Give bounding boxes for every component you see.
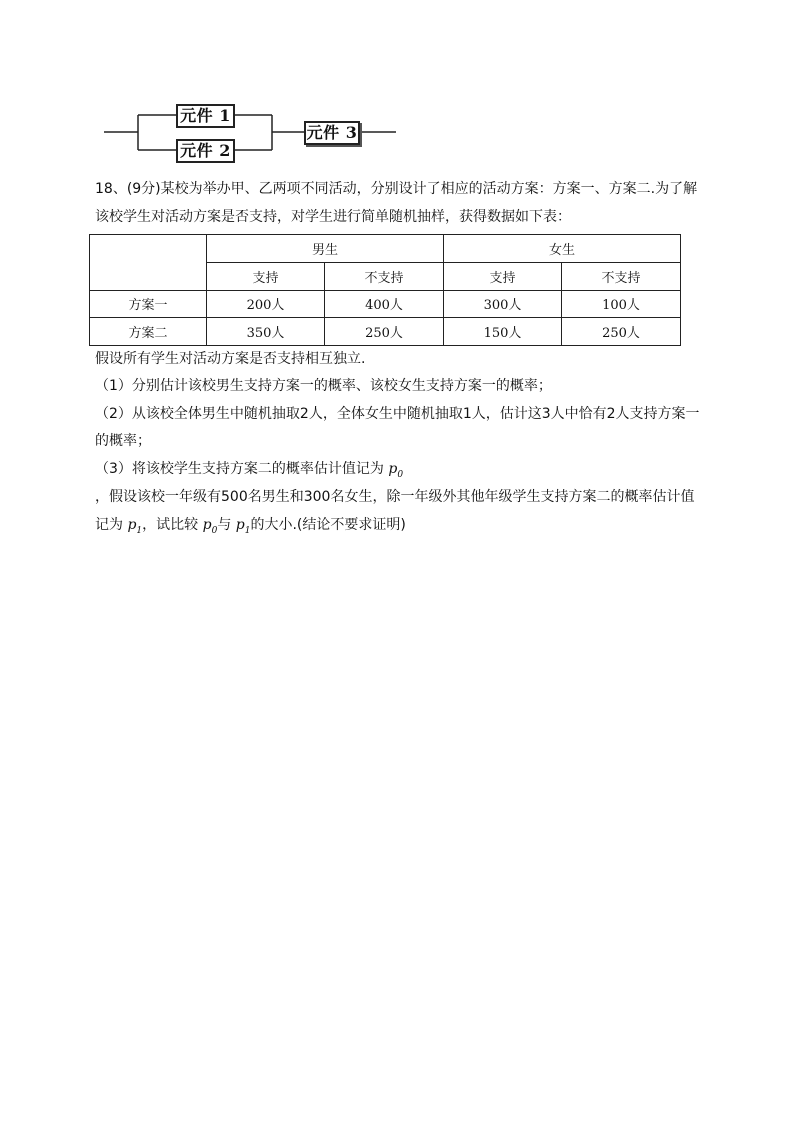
component-2-box: 元件 2	[176, 139, 235, 163]
p1-symbol: $p_1$	[235, 517, 251, 536]
p1-symbol: $p_1$	[127, 517, 143, 536]
survey-table	[89, 234, 681, 346]
table-cell: 250人	[325, 318, 444, 346]
table-cell: 150人	[444, 318, 562, 346]
table-row	[90, 290, 681, 318]
question-2-line-2: 的概率；	[95, 433, 151, 449]
group-header-female: 女生	[444, 235, 681, 263]
p0-symbol: $p_0$	[388, 461, 404, 480]
sub-header-cell: 不支持	[562, 262, 681, 290]
table-corner-cell	[90, 235, 207, 291]
question-3-line-2: ，假设该校一年级有500名男生和300名女生，除一年级外其他年级学生支持方案二的概率估计值	[95, 489, 695, 505]
p0-symbol: $p_0$	[202, 517, 218, 536]
problem-header: 18、(9分)某校为举办甲、乙两项不同活动，分别设计了相应的活动方案：方案一、方案二.为了解	[95, 181, 698, 197]
component-3-box: 元件 3	[304, 121, 360, 145]
table-group-header-row	[90, 235, 681, 263]
question-1: （1）分别估计该校男生支持方案一的概率、该校女生支持方案一的概率；	[95, 378, 552, 394]
table-cell: 200人	[207, 290, 325, 318]
group-header-male: 男生	[207, 235, 444, 263]
question-3-text: （3）将该校学生支持方案二的概率估计值记为	[95, 461, 384, 477]
question-2-line-1: （2）从该校全体男生中随机抽取2人，全体女生中随机抽取1人，估计这3人中恰有2人支持方案一	[95, 406, 700, 422]
table-cell: 250人	[562, 318, 681, 346]
question-3-line-3: 记为 $p_1$，试比较 $p_0$与 $p_1$的大小.(结论不要求证明)	[95, 517, 406, 536]
table-row	[90, 318, 681, 346]
sub-header-cell: 支持	[207, 262, 325, 290]
assumption-text: 假设所有学生对活动方案是否支持相互独立.	[95, 351, 366, 367]
problem-header-cont: 该校学生对活动方案是否支持，对学生进行简单随机抽样，获得数据如下表：	[95, 209, 571, 225]
row-label: 方案二	[90, 318, 207, 346]
table-cell: 350人	[207, 318, 325, 346]
component-1-box: 元件 1	[176, 104, 235, 128]
table-cell: 300人	[444, 290, 562, 318]
question-3-line-1	[95, 460, 705, 484]
sub-header-cell: 支持	[444, 262, 562, 290]
sub-header-cell: 不支持	[325, 262, 444, 290]
row-label: 方案一	[90, 290, 207, 318]
circuit-diagram	[100, 95, 400, 170]
table-cell: 400人	[325, 290, 444, 318]
table-cell: 100人	[562, 290, 681, 318]
